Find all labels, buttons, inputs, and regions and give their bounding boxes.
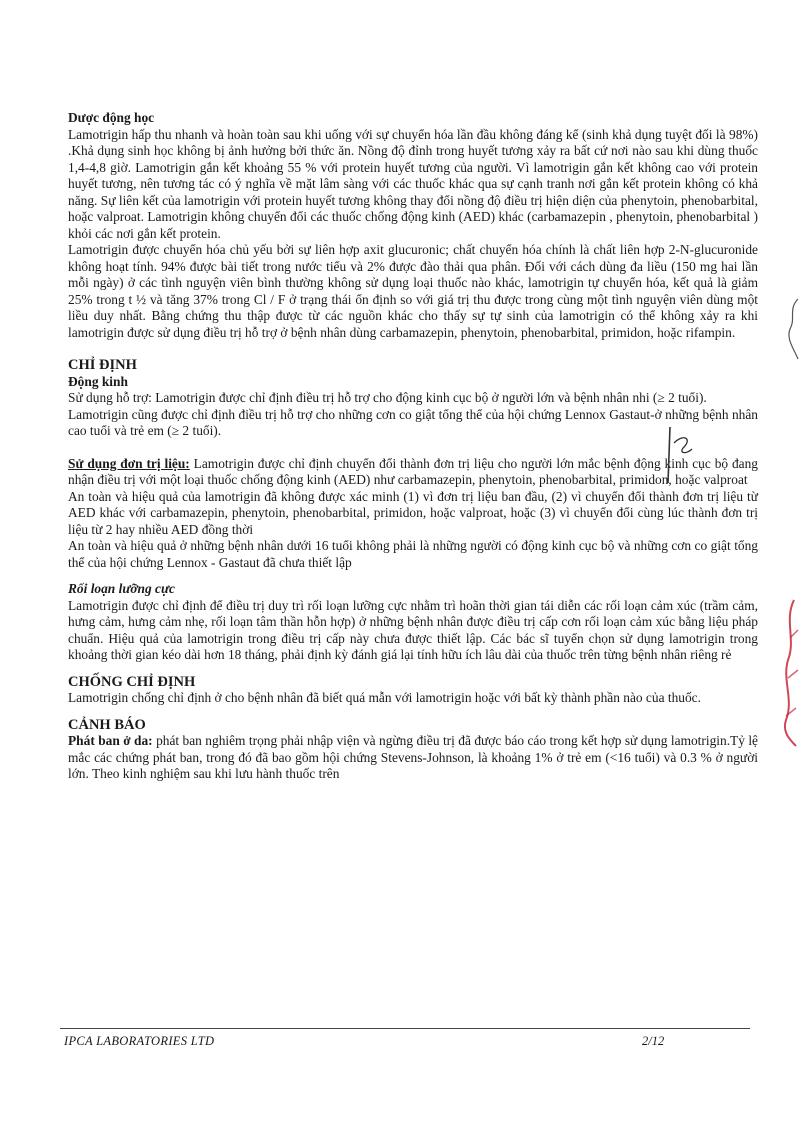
footer-page-number: 2/12: [642, 1034, 665, 1048]
footer-divider: [60, 1028, 750, 1029]
monotherapy-paragraph-3: An toàn và hiệu quả ở những bệnh nhân dưới 16 tuổi không phải là những người có động kinh cục bộ và những cơn co giật tổng thể của hội chứng Lennox - Gastaut đã chưa thiết lập: [68, 538, 758, 570]
rash-label: Phát ban ở da:: [68, 733, 153, 748]
warnings-paragraph: [68, 733, 758, 783]
bipolar-paragraph: Lamotrigin được chỉ định để điều trị duy trì rối loạn lưỡng cực nhằm trì hoãn thời gian tái diễn các rối loạn cảm xúc (trầm cảm, hưng cảm, hưng cảm nhẹ, rối loạn tâm thần hỗn hợp) ở những bệnh nhân được điều trị cấp cơn rối loạn cảm xúc bằng liệu pháp chuẩn. Hiệu quả của lamotrigin trong điều trị cấp này chưa được thiết lập. Các bác sĩ tuyển chọn sử dụng lamotrigin trong khoảng thời gian kéo dài hơn 18 tháng, phải định kỳ đánh giá lại tính hữu ích lâu dài của thuốc trên từng bệnh nhân riêng rẻ: [68, 597, 758, 662]
footer-company: IPCA LABORATORIES LTD: [64, 1034, 215, 1048]
epilepsy-paragraph-2: Lamotrigin cũng được chỉ định điều trị hỗ trợ cho những cơn co giật tổng thể của hội chứng Lennox Gastaut-ở những bệnh nhân cao tuổi và trẻ em (≥ 2 tuổi).: [68, 406, 758, 438]
bipolar-heading: Rối loạn lưỡng cực: [68, 581, 175, 596]
indications-heading: CHỈ ĐỊNH: [68, 357, 137, 373]
rash-text: phát ban nghiêm trọng phải nhập viện và ngừng điều trị đã được báo cáo trong kết hợp sử dụng lamotrigin.Tỷ lệ mắc các chứng phát ban, trong đó đã bao gồm hội chứng Stevens-Johnson, là khoảng 1% ở trẻ em (<16 tuổi) và 0.3 % ở người lớn. Theo kinh nghiệm sau khi lưu hành thuốc trên: [68, 733, 758, 781]
handwritten-initial-mark: [662, 425, 702, 485]
document-body: [68, 110, 758, 783]
warnings-heading: CẢNH BÁO: [68, 716, 146, 733]
contraindications-paragraph: Lamotrigin chống chỉ định ở cho bệnh nhân đã biết quá mẫn với lamotrigin hoặc với bất kỳ thành phần nào của thuốc.: [68, 690, 701, 705]
pharmacokinetics-heading: Dược động học: [68, 110, 155, 125]
monotherapy-paragraph: [68, 456, 758, 489]
pharmacokinetics-paragraph-1: Lamotrigin hấp thu nhanh và hoàn toàn sau khi uống với sự chuyển hóa lần đầu không đáng kể (sinh khả dụng tuyệt đối là 98%) .Khả dụng sinh học không bị ảnh hưởng bởi thức ăn. Nồng độ đỉnh trong huyết tương xảy ra bất cứ nơi nào sau khi dùng thuốc 1,4-4,8 giờ. Lamotrigin gắn kết khoảng 55 % với protein huyết tương của người. Vì lamotrigin gắn kết không cao với protein huyết tương, nên tương tác có ý nghĩa về mặt lâm sàng với các thuốc khác qua sự cạnh tranh nơi gắn kết protein không có khả năng. Sự liên kết của lamotrigin với protein huyết tương không thay đổi nồng độ điều trị hiện diện của phenytoin, phenobarbital, hoặc valproat. Lamotrigin không chuyển đổi các thuốc chống động kinh (AED) khác (carbamazepin , phenytoin, phenobarbital ) khỏi các nơi gắn kết protein.: [68, 126, 758, 241]
monotherapy-text: Lamotrigin được chỉ định chuyển đổi thành đơn trị liệu cho người lớn mắc bệnh động kinh cục bộ đang nhận điều trị với một loại thuốc chống động kinh (AED) như carbamazepin, phenytoin, phenobarbital, primidon, hoặc valproat: [68, 455, 758, 487]
edge-mark: [782, 295, 800, 365]
epilepsy-paragraph-1: Sử dụng hỗ trợ: Lamotrigin được chỉ định điều trị hỗ trợ cho động kinh cục bộ ở người lớn và bệnh nhân nhi (≥ 2 tuổi).: [68, 390, 707, 405]
epilepsy-heading: Động kinh: [68, 373, 128, 389]
monotherapy-paragraph-2: An toàn và hiệu quả của lamotrigin đã không được xác minh (1) vì đơn trị liệu ban đầu, (2) vì chuyển đổi thành đơn trị liệu từ AED khác với carbamazepin, phenytoin, phenobarbital, primidon, hoặc valproat, hoặc (3) vì chuyển đổi cùng lúc thành đơn trị liệu từ 2 hay nhiều AED đồng thời: [68, 488, 758, 537]
pharmacokinetics-paragraph-2: Lamotrigin được chuyển hóa chủ yếu bởi sự liên hợp axit glucuronic; chất chuyển hóa chính là chất liên hợp 2-N-glucuronide không hoạt tính. 94% được bài tiết trong nước tiểu và 2% được đào thải qua phân. Đối với cách dùng đa liều (150 mg hai lần mỗi ngày) ở các tình nguyện viên bình thường không sử dụng loại thuốc nào khác, lamotrigin tự chuyển hóa, kết quả là giảm 25% trong t ½ và tăng 37% trong Cl / F ở trạng thái ổn định so với giá trị thu được trong cùng một tình nguyện viên dùng một liều duy nhất. Bằng chứng thu thập được từ các nguồn khác cho thấy sự tự sinh của lamotrigin có thể không xảy ra khi lamotrigin được sử dụng điều trị hỗ trợ ở bệnh nhân dùng carbamazepin, phenytoin, phenobarbital, primidon, hoặc rifampin.: [68, 242, 758, 340]
monotherapy-label: Sử dụng đơn trị liệu:: [68, 455, 190, 471]
contraindications-heading: CHỐNG CHỈ ĐỊNH: [68, 673, 196, 690]
red-stamp-fragment: [776, 590, 800, 750]
